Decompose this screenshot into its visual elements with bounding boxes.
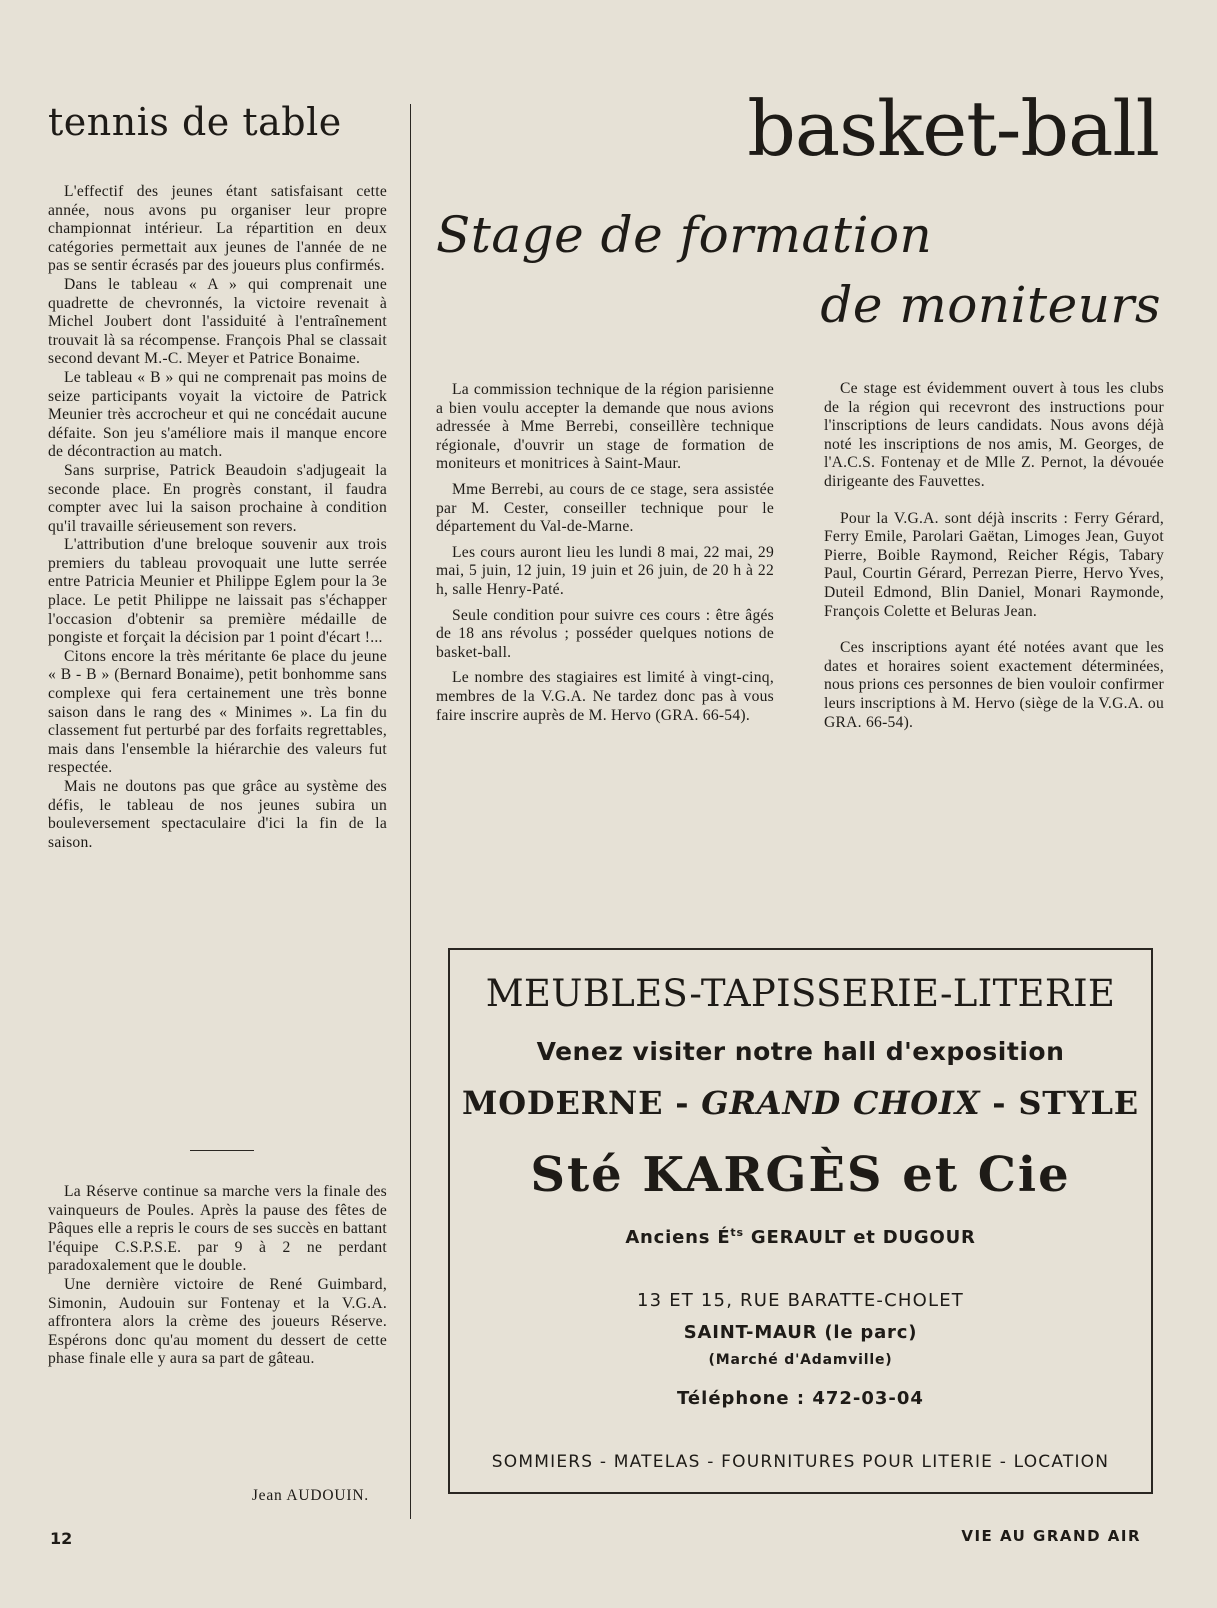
tennis-paragraph: L'effectif des jeunes étant satisfaisant cette année, nous avons pu organiser leur propre championnat intérieur. La répartition en deux catégories permettait aux jeunes de l'année de ne pas se sentir écrasés par des joueurs plus confirmés. bbox=[48, 183, 387, 275]
basket-paragraph: Ce stage est évidemment ouvert à tous les clubs de la région qui recevront des instructions pour l'inscriptions de leurs candidats. Nous avons déjà noté les inscriptions de nos amis, M. Georges, de l'A.C.S. Fontenay et de Mlle Z. Pernot, la dévouée dirigeante des Fauvettes. bbox=[824, 380, 1164, 490]
ad-footer: SOMMIERS - MATELAS - FOURNITURES POUR LITERIE - LOCATION bbox=[491, 1452, 1110, 1472]
basket-paragraph: La commission technique de la région parisienne a bien voulu accepter la demande que nous avions adressée à Mme Berrebi, conseillère technique régionale, d'ouvrir un stage de formation de moniteurs et monitrices à Saint-Maur. bbox=[436, 381, 774, 473]
tennis-paragraph: Sans surprise, Patrick Beaudoin s'adjugeait la seconde place. En progrès constant, il faudra compter avec lui la saison prochaine à condition qu'il travaille sérieusement son revers. bbox=[48, 461, 387, 535]
ad-style-sep: - bbox=[980, 1084, 1019, 1122]
basket-column-2 bbox=[824, 380, 1164, 732]
ad-phone: Téléphone : 472-03-04 bbox=[677, 1388, 924, 1409]
basket-title: basket-ball bbox=[747, 84, 1159, 173]
magazine-name: VIE AU GRAND AIR bbox=[961, 1527, 1141, 1545]
tennis-reserve-article bbox=[48, 1183, 387, 1369]
ad-company: Sté KARGÈS et Cie bbox=[530, 1147, 1071, 1203]
basket-paragraph: Le nombre des stagiaires est limité à vingt-cinq, membres de la V.G.A. Ne tardez donc pas à vous faire inscrire auprès de M. Hervo (GRA. 66-54). bbox=[436, 669, 774, 724]
basket-paragraph: Les cours auront lieu les lundi 8 mai, 22 mai, 29 mai, 5 juin, 12 juin, 19 juin et 26 juin, de 20 h à 22 h, salle Henry-Paté. bbox=[436, 543, 774, 598]
column-rule bbox=[410, 104, 411, 1519]
ad-former-prefix: Anciens É bbox=[625, 1227, 731, 1248]
basket-paragraph: Ces inscriptions ayant été notées avant que les dates et horaires soient exactement déterminées, nous prions ces personnes de bien vouloir confirmer leurs inscriptions à M. Hervo (siège de la V.G.A. ou GRA. 66-54). bbox=[824, 639, 1164, 731]
basket-paragraph: Pour la V.G.A. sont déjà inscrits : Ferry Gérard, Ferry Emile, Parolari Gaëtan, Limoges Jean, Guyot Pierre, Boible Raymond, Reicher Régis, Tabary Paul, Courtin Gérard, Perrezan Pierre, Hervo Yves, Duteil Edmond, Blin Daniel, Monari Raymonde, François Colette et Beluras Jean. bbox=[824, 509, 1164, 620]
basket-subtitle-line1: Stage de formation bbox=[436, 206, 933, 264]
ad-style-modern: MODERNE bbox=[462, 1084, 664, 1122]
ad-invite: Venez visiter notre hall d'exposition bbox=[536, 1037, 1065, 1066]
tennis-article bbox=[48, 183, 387, 852]
basket-paragraph: Seule condition pour suivre ces cours : être âgés de 18 ans révolus ; posséder quelques notions de basket-ball. bbox=[436, 606, 774, 661]
tennis-paragraph: La Réserve continue sa marche vers la finale des vainqueurs de Poules. Après la pause des fêtes de Pâques elle a repris le cours de ses succès en battant l'équipe C.S.P.S.E. par 9 à 2 ne perdant paradoxalement que le double. bbox=[48, 1183, 387, 1275]
basket-column-1 bbox=[436, 381, 774, 725]
tennis-paragraph: Citons encore la très méritante 6e place du jeune « B - B » (Bernard Bonaime), petit bonhomme sans complexe qui fera certainement une très bonne saison dans le rang des « Minimes ». La fin du classement fut perturbé par des forfaits regrettables, mais dans l'ensemble la hiérarchie des valeurs fut respectée. bbox=[48, 647, 387, 777]
ad-address: 13 ET 15, RUE BARATTE-CHOLET bbox=[636, 1290, 964, 1311]
author-signature: Jean AUDOUIN. bbox=[251, 1487, 369, 1504]
tennis-paragraph: Le tableau « B » qui ne comprenait pas moins de seize participants voyait la victoire de Patrick Meunier très accrocheur et qui ne concédait aucune défaite. Son jeu s'améliore mais il manque encore de décontraction au match. bbox=[48, 368, 387, 461]
ad-former-name bbox=[450, 1226, 1151, 1248]
ad-style-sep: - bbox=[663, 1084, 702, 1122]
tennis-paragraph: L'attribution d'une breloque souvenir aux trois premiers du tableau provoquait une lutte serrée entre Patricia Meunier et Philippe Eglem pour la 3e place. Le petit Philippe ne laissait pas s'échapper l'occasion d'obtenir sa première médaille de pongiste et forçait la décision par 1 point d'écart !... bbox=[48, 536, 387, 647]
tennis-title: tennis de table bbox=[48, 100, 342, 144]
page-number: 12 bbox=[50, 1529, 73, 1548]
ad-headline: MEUBLES-TAPISSERIE-LITERIE bbox=[485, 972, 1116, 1015]
ad-market: (Marché d'Adamville) bbox=[708, 1352, 893, 1368]
furniture-advertisement bbox=[448, 948, 1153, 1494]
ad-style-choice: GRAND CHOIX bbox=[701, 1084, 981, 1122]
basket-subtitle-line2: de moniteurs bbox=[820, 276, 1161, 334]
section-divider bbox=[190, 1150, 254, 1151]
ad-former-sup: ts bbox=[730, 1226, 744, 1239]
ad-style-style: STYLE bbox=[1018, 1084, 1139, 1122]
tennis-paragraph: Une dernière victoire de René Guimbard, Simonin, Audouin sur Fontenay et la V.G.A. affrontera alors la crème des joueurs Réserve. Espérons donc qu'au moment du dessert de cette phase finale elle y aura sa part de gâteau. bbox=[48, 1275, 387, 1368]
ad-former-rest: GERAULT et DUGOUR bbox=[743, 1227, 976, 1248]
ad-styles bbox=[450, 1084, 1151, 1122]
tennis-paragraph: Dans le tableau « A » qui comprenait une quadrette de chevronnés, la victoire revenait à Michel Joubert dont l'assiduité à l'entraînement trouvait là sa récompense. François Phal se classait second devant M.-C. Meyer et Patrice Bonaime. bbox=[48, 275, 387, 368]
tennis-paragraph: Mais ne doutons pas que grâce au système des défis, le tableau de nos jeunes subira un bouleversement spectaculaire d'ici la fin de la saison. bbox=[48, 778, 387, 851]
ad-city: SAINT-MAUR (le parc) bbox=[683, 1322, 918, 1343]
basket-paragraph: Mme Berrebi, au cours de ce stage, sera assistée par M. Cester, conseiller technique pour le département du Val-de-Marne. bbox=[436, 480, 774, 536]
